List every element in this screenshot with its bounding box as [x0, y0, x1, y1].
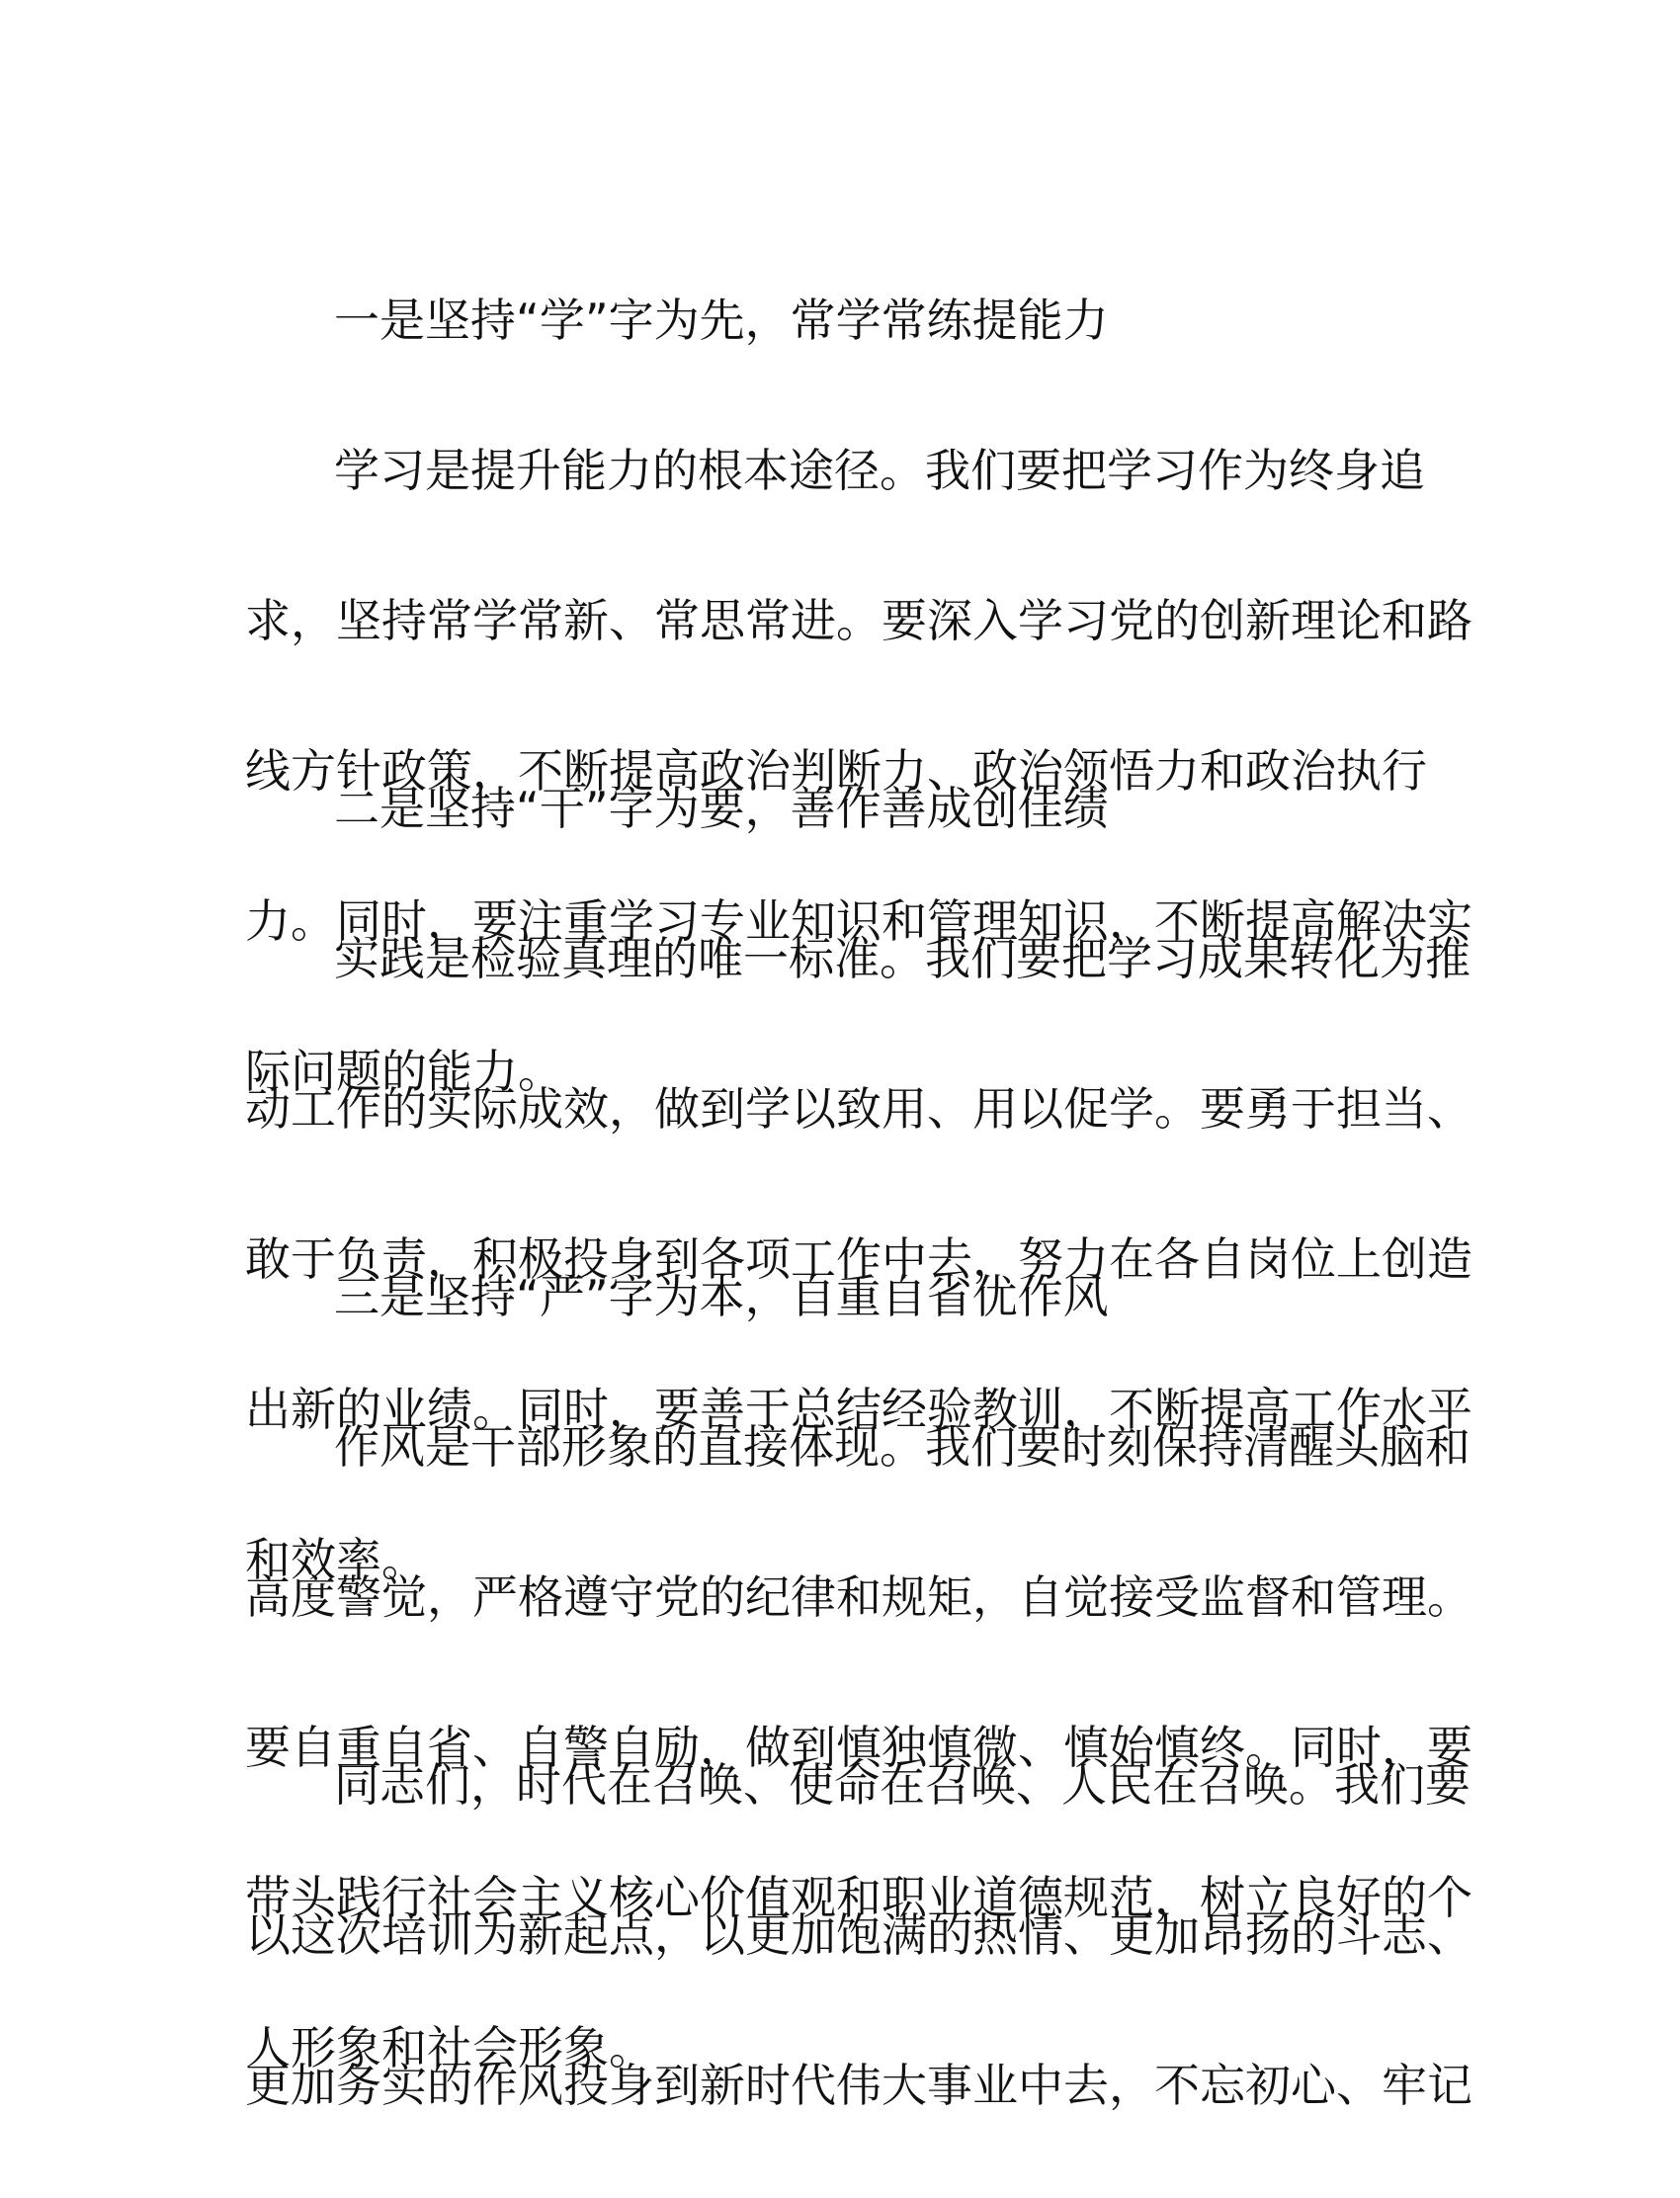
section-2-line-1: 实践是检验真理的唯一标准。我们要把学习成果转化为推: [334, 932, 1470, 985]
section-3-line-4: 带头践行社会主义核心价值观和职业道德规范，树立良好的个: [245, 1871, 1472, 1924]
section-2-line-3: 敢于负责，积极投身到各项工作中去，努力在各自岗位上创造: [245, 1232, 1472, 1286]
closing-paragraph: [245, 1672, 1472, 2198]
section-1-line-2: 求，坚持常学常新、常思常进。要深入学习党的创新理论和路: [245, 594, 1472, 647]
section-2-line-4: 出新的业绩。同时，要善于总结经验教训，不断提高工作水平: [245, 1383, 1472, 1436]
closing-line-3: 更加务实的作风投身到新时代伟大事业中去，不忘初心、牢记: [245, 2059, 1472, 2112]
section-3-line-5: 人形象和社会形象。: [245, 2021, 654, 2074]
closing-line-2: 以这次培训为新起点，以更加饱满的热情、更加昂扬的斗志、: [245, 1908, 1472, 1962]
closing-line-1: 同志们，时代在召唤、使命在召唤、人民在召唤。我们要: [334, 1758, 1470, 1812]
section-3-line-2: 高度警觉，严格遵守党的纪律和规矩，自觉接受监督和管理。: [245, 1570, 1472, 1624]
section-1-line-4: 力。同时，要注重学习专业知识和管理知识，不断提高解决实: [245, 894, 1472, 948]
section-1-line-3: 线方针政策，不断提高政治判断力、政治领悟力和政治执行: [245, 744, 1427, 798]
section-3-heading: 三是坚持“严”字为本，自重自省优作风: [334, 1270, 1109, 1323]
section-3-line-3: 要自重自省、自警自励，做到慎独慎微、慎始慎终。同时，要: [245, 1721, 1472, 1774]
section-1-heading: 一是坚持“学”字为先，常学常练提能力: [334, 294, 1109, 347]
section-2-line-5: 和效率。: [245, 1533, 427, 1586]
section-1-line-1: 学习是提升能力的根本途径。我们要把学习作为终身追: [334, 444, 1425, 497]
section-2-line-2: 动工作的实际成效，做到学以致用、用以促学。要勇于担当、: [245, 1082, 1472, 1136]
section-1-line-5: 际问题的能力。: [245, 1045, 563, 1098]
section-2-heading: 二是坚持“干”字为要，善作善成创佳绩: [334, 782, 1109, 835]
section-3-line-1: 作风是干部形象的直接体现。我们要时刻保持清醒头脑和: [334, 1420, 1470, 1474]
